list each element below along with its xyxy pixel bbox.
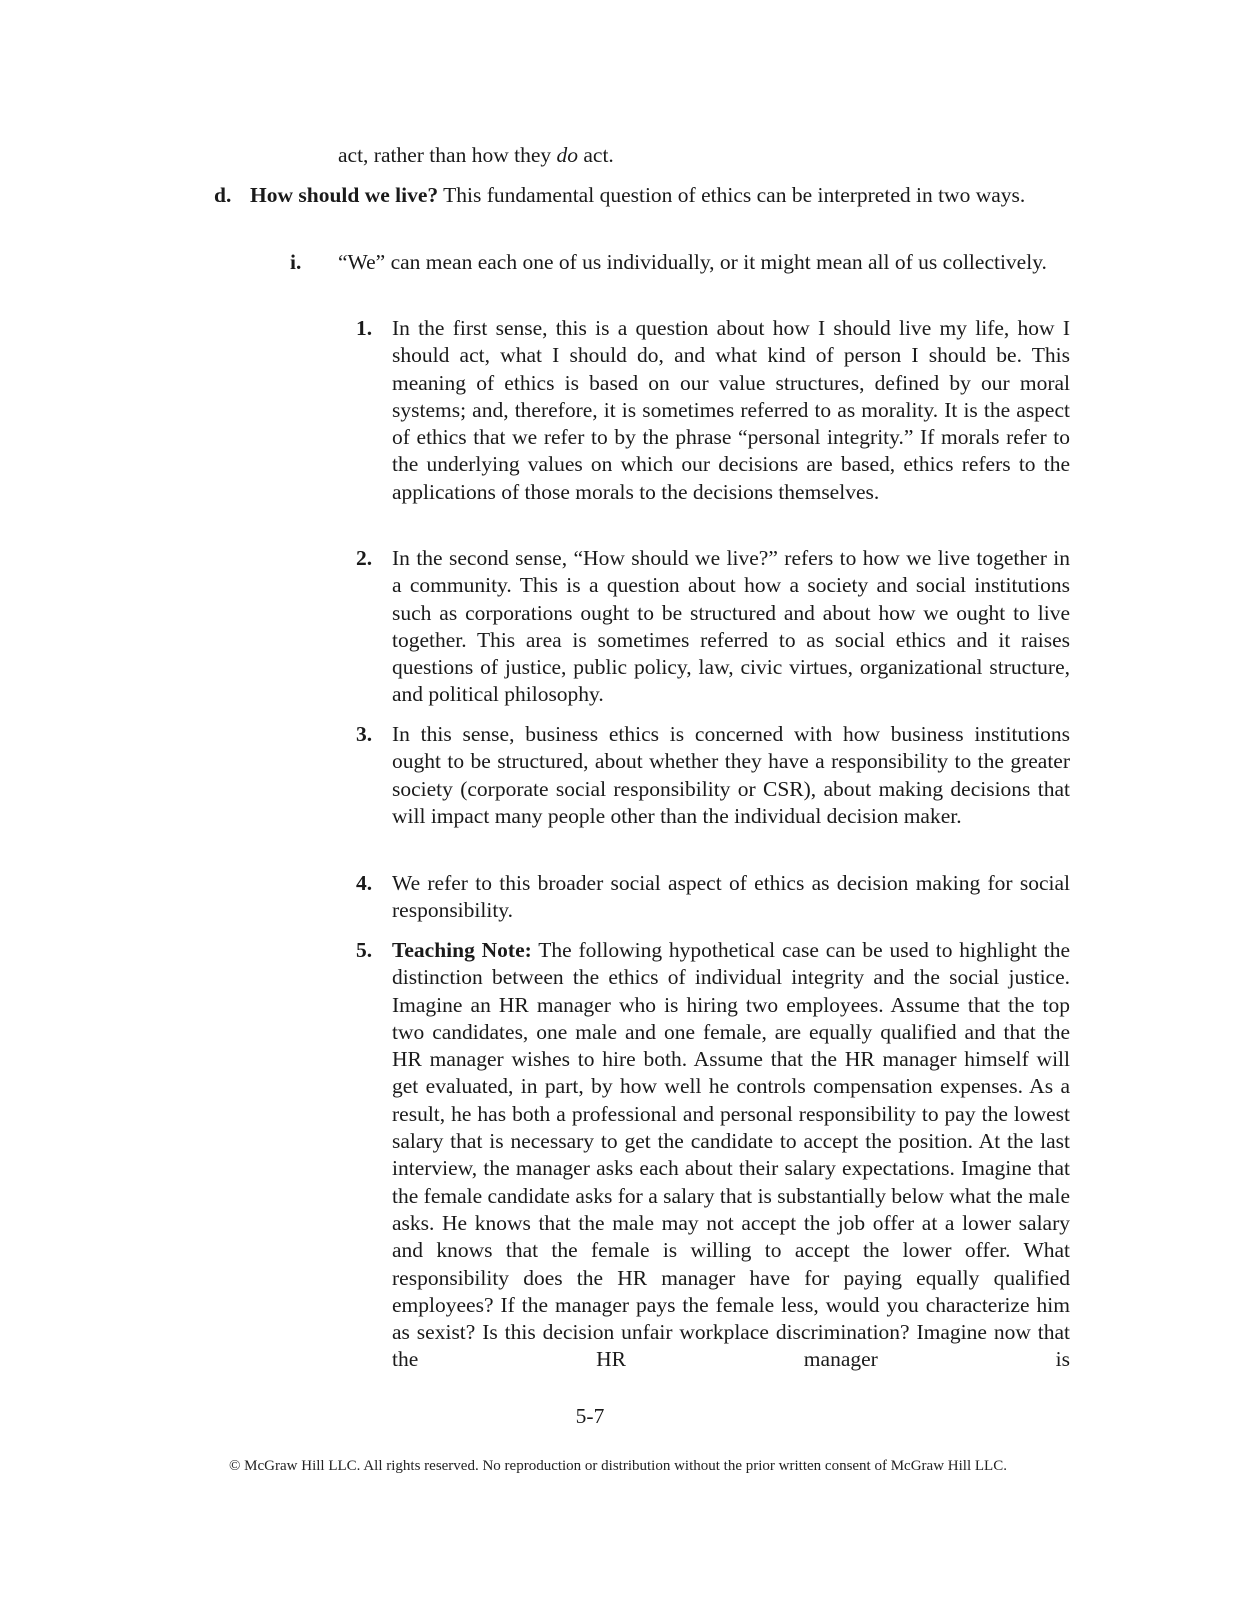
- section-d-paragraph: How should we live? This fundamental question of ethics can be interpreted in two ways.: [250, 183, 1026, 207]
- copyright-footer: © McGraw Hill LLC. All rights reserved. No reproduction or distribution without the prior written consent of McGraw Hill LLC.: [229, 1458, 1007, 1474]
- item-2-paragraph: In the second sense, “How should we live?” refers to how we live together in a community. This is a question about how a society and social institutions such as corporations ought to be structured and about how we ought to live together. This area is sometimes referred to as social ethics and it raises questions of justice, public policy, law, civic virtues, organizational structure, and political philosophy.: [392, 546, 1070, 707]
- item-4-paragraph: We refer to this broader social aspect of ethics as decision making for social responsibility.: [392, 871, 1070, 923]
- list-marker-i: i.: [290, 250, 302, 274]
- teaching-note-paragraph: Teaching Note: The following hypothetical case can be used to highlight the distinction between the ethics of individual integrity and the social justice. Imagine an HR manager who is hiring two employees. Assume that the top two candidates, one male and one female, are equally qualified and that the HR manager wishes to hire both. Assume that the HR manager himself will get evaluated, in part, by how well he controls compensation expenses. As a result, he has both a professional and personal responsibility to pay the lowest salary that is necessary to get the candidate to accept the position. At the last interview, the manager asks each about their salary expectations. Imagine that the female candidate asks for a salary that is substantially below what the male asks. He knows that the male may not accept the job offer at a lower salary and knows that the female is willing to accept the lower offer. What responsibility does the HR manager have for paying equally qualified employees? If the manager pays the female less, would you characterize him as sexist? Is this decision unfair workplace discrimination? Imagine now that the HR manager is: [392, 938, 1070, 1372]
- item-1-paragraph: In the first sense, this is a question about how I should live my life, how I should act, what I should do, and what kind of person I should be. This meaning of ethics is based on our value structures, defined by our moral systems; and, therefore, it is sometimes referred to as morality. It is the aspect of ethics that we refer to by the phrase “personal integrity.” If morals refer to the underlying values on which our decisions are based, ethics refers to the applications of those morals to the decisions themselves.: [392, 316, 1070, 504]
- list-marker-4: 4.: [356, 871, 373, 895]
- continued-line: act, rather than how they do act.: [338, 143, 614, 167]
- section-d-heading: How should we live?: [250, 183, 439, 207]
- list-marker-d: d.: [214, 183, 232, 207]
- list-marker-5: 5.: [356, 938, 373, 962]
- teaching-note-label: Teaching Note:: [392, 938, 532, 962]
- emphasis-text: do: [556, 143, 578, 167]
- item-i-paragraph: “We” can mean each one of us individually, or it might mean all of us collectively.: [338, 250, 1047, 274]
- list-marker-1: 1.: [356, 316, 373, 340]
- page-number: 5-7: [575, 1404, 605, 1428]
- list-marker-3: 3.: [356, 722, 373, 746]
- item-3-paragraph: In this sense, business ethics is concerned with how business institutions ought to be structured, about whether they have a responsibility to the greater society (corporate social responsibility or CSR), about making decisions that will impact many people other than the individual decision maker.: [392, 722, 1070, 828]
- list-marker-2: 2.: [356, 546, 373, 570]
